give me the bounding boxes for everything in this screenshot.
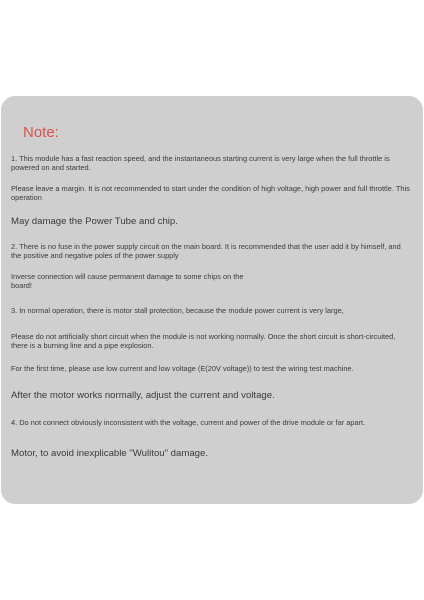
note-paragraph-3: May damage the Power Tube and chip. xyxy=(11,216,178,227)
note-paragraph-5: Inverse connection will cause permanent damage to some chips on the board! xyxy=(11,272,244,290)
note-card xyxy=(1,96,423,504)
note-paragraph-1: 1. This module has a fast reaction speed, and the instantaneous starting current is very large when the full throttle is powered on and started. xyxy=(11,154,390,172)
note-title: Note: xyxy=(23,124,59,141)
note-paragraph-8: For the first time, please use low current and low voltage (E(20V voltage)) to test the wiring test machine. xyxy=(11,364,354,373)
note-paragraph-10: 4. Do not connect obviously inconsistent with the voltage, current and power of the drive module or far apart. xyxy=(11,418,366,427)
note-paragraph-11: Motor, to avoid inexplicable "Wulitou" damage. xyxy=(11,448,209,459)
note-paragraph-9: After the motor works normally, adjust the current and voltage. xyxy=(11,390,275,401)
note-paragraph-7: Please do not artificially short circuit when the module is not working normally. Once the short circuit is short-circuited, there is a burning line and a pipe explosion. xyxy=(11,332,396,350)
note-paragraph-4: 2. There is no fuse in the power supply circuit on the main board. It is recommended that the user add it by himself, and the positive and negative poles of the power supply xyxy=(11,242,401,260)
note-paragraph-2: Please leave a margin. It is not recommended to start under the condition of high voltage, high power and full throttle. This operation xyxy=(11,184,410,202)
note-paragraph-6: 3. In normal operation, there is motor stall protection, because the module power current is very large, xyxy=(11,306,344,315)
